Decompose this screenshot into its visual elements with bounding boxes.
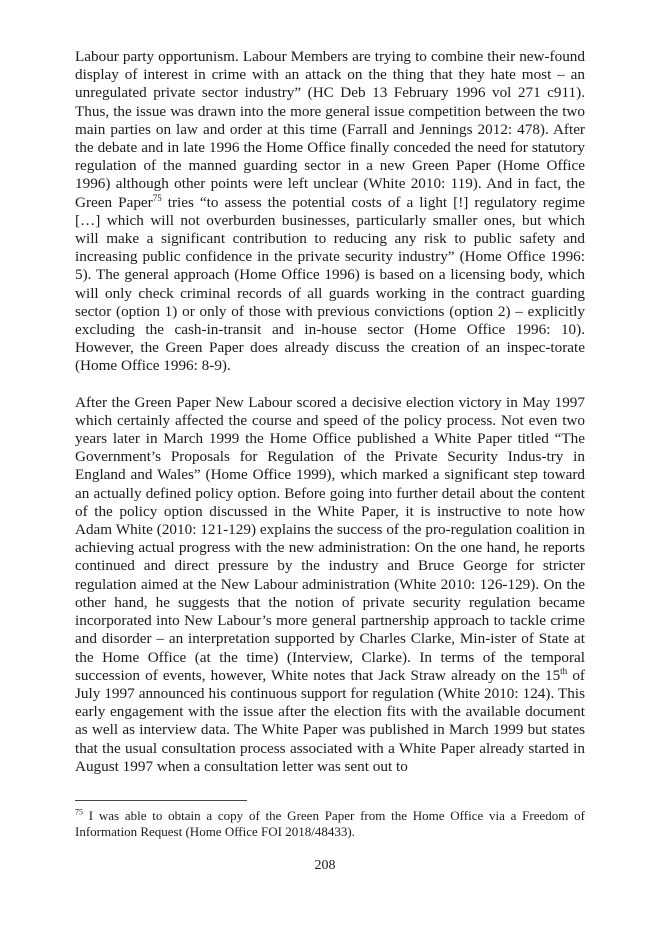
paragraph-1-text-b: tries “to assess the potential costs of a light [!] regulatory regime […] which will not overburden businesses, particularly smaller ones, but which will make a significant contribution to reducing any risk to public safety and increasing public confidence in the private security industry” (Home Office 1996: 5). The general approach (Home Office 1996) is based on a licensing body, which will only check criminal records of all guards working in the contract guarding sector (option 1) or only of those with previous convictions (option 2) – explicitly excluding the cash-in-transit and in-house sector (Home Office 1996: 10). However, the Green Paper does already discuss the creation of an inspec-torate (Home Office 1996: 8-9). — [75, 193, 585, 375]
page-number: 208 — [314, 858, 336, 873]
paragraph-2-text-a: After the Green Paper New Labour scored a decisive election victory in May 1997 which certainly affected the course and speed of the policy process. Not even two years later in March 1999 the Home Office published a White Paper titled “The Government’s Proposals for Regulation of the Private Security Indus-try in England and Wales” (Home Office 1999), which marked a significant step toward an actually defined policy option. Before going into further detail about the content of the policy option discussed in the White Paper, it is instructive to note how Adam White (2010: 121-129) explains the success of the pro-regulation coalition in achieving actual progress with the new administration: On the one hand, he reports continued and direct pressure by the industry and Bruce George for stricter regulation aimed at the New Labour administration (White 2010: 126-129). On the other hand, he suggests that the notion of private security regulation became incorporated into New Labour’s more general partnership approach to tackle crime and disorder – an interpretation supported by Charles Clarke, Min-ister of State at the Home Office (at the time) (Interview, Clarke). In terms of the temporal succession of events, however, White notes that Jack Straw already on the 15 — [75, 393, 585, 684]
page-body — [75, 48, 585, 776]
paragraph-1 — [75, 48, 585, 376]
paragraph-2-text-b: of July 1997 announced his continuous support for regulation (White 2010: 124). This early engagement with the issue after the election fits with the available document as well as interview data. The White Paper was published in March 1999 but states that the usual consultation process associated with a White Paper already started in August 1997 when a consultation letter was sent out to — [75, 666, 585, 775]
footnote-divider — [75, 800, 247, 801]
footnote-number: 75 — [75, 807, 83, 817]
paragraph-2 — [75, 394, 585, 776]
footnote-text: I was able to obtain a copy of the Green Paper from the Home Office via a Freedom of Information Request (Home Office FOI 2018/48433). — [75, 808, 585, 840]
ordinal-superscript: th — [560, 665, 568, 676]
footnote-reference[interactable]: 75 — [152, 192, 162, 203]
paragraph-1-text-a: Labour party opportunism. Labour Members are trying to combine their new-found display of interest in crime with an attack on the thing that they hate most – an unregulated private sector industry” (HC Deb 13 February 1996 vol 271 c911). Thus, the issue was drawn into the more general issue competition between the two main parties on law and order at this time (Farrall and Jennings 2012: 478). After the debate and in late 1996 the Home Office finally conceded the need for statutory regulation of the manned guarding sector in a new Green Paper (Home Office 1996) although other points were left unclear (White 2010: 119). And in fact, the Green Paper — [75, 48, 585, 211]
footnote — [75, 808, 585, 841]
